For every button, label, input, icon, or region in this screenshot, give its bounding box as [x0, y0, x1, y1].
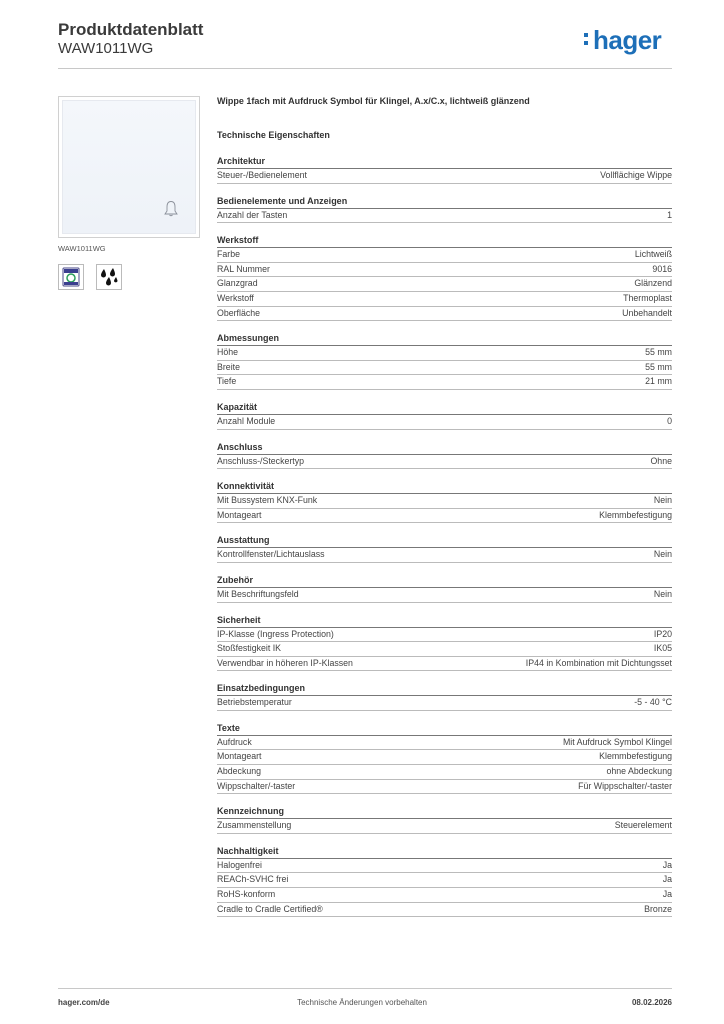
property-label: Oberfläche [217, 307, 261, 318]
property-row [217, 375, 672, 390]
property-row [217, 873, 672, 888]
section-title: Texte [217, 722, 672, 736]
property-value: Mit Aufdruck Symbol Klingel [562, 736, 672, 747]
property-row [217, 859, 672, 874]
properties-table [217, 155, 672, 928]
property-label: Farbe [217, 249, 240, 260]
property-section [217, 401, 672, 430]
property-row [217, 780, 672, 795]
logo-text: hager [593, 25, 662, 55]
property-row [217, 169, 672, 184]
property-row [217, 361, 672, 376]
hager-logo [593, 27, 661, 53]
property-label: Betriebstemperatur [217, 697, 292, 708]
property-row [217, 292, 672, 307]
property-row [217, 642, 672, 657]
property-label: Anschluss-/Steckertyp [217, 455, 305, 466]
property-label: Halogenfrei [217, 859, 262, 870]
property-label: Zusammenstellung [217, 820, 292, 831]
property-label: REACh-SVHC frei [217, 874, 289, 885]
property-value: Unbehandelt [622, 307, 672, 318]
property-label: Anzahl Module [217, 415, 276, 426]
property-section [217, 682, 672, 711]
property-label: Tiefe [217, 376, 237, 387]
property-label: Kontrollfenster/Lichtauslass [217, 549, 325, 560]
property-section [217, 805, 672, 834]
property-value: Glänzend [634, 278, 672, 289]
property-value: Ja [662, 889, 672, 900]
property-value: Klemmbefestigung [599, 509, 672, 520]
property-value: 1 [667, 209, 672, 220]
property-row [217, 736, 672, 751]
product-code: WAW1011WG [58, 40, 154, 57]
section-title: Bedienelemente und Anzeigen [217, 195, 672, 209]
property-value: Nein [653, 495, 672, 506]
property-row [217, 509, 672, 524]
water-drops-icon [96, 264, 122, 290]
property-value: 21 mm [645, 376, 672, 387]
property-label: IP-Klasse (Ingress Protection) [217, 628, 334, 639]
section-title: Kapazität [217, 401, 672, 415]
property-label: Werkstoff [217, 292, 254, 303]
property-section [217, 195, 672, 224]
property-row [217, 696, 672, 711]
bell-icon [164, 200, 178, 217]
property-label: Mit Bussystem KNX-Funk [217, 495, 318, 506]
property-value: -5 - 40 °C [634, 697, 672, 708]
property-section [217, 574, 672, 603]
property-value: 0 [667, 415, 672, 426]
property-label: Cradle to Cradle Certified® [217, 903, 323, 914]
property-section [217, 845, 672, 917]
section-title: Architektur [217, 155, 672, 169]
section-title: Werkstoff [217, 234, 672, 248]
property-value: Nein [653, 549, 672, 560]
property-row [217, 494, 672, 509]
property-row [217, 588, 672, 603]
property-label: Montageart [217, 751, 262, 762]
property-label: Verwendbar in höheren IP-Klassen [217, 657, 353, 668]
property-value: Thermoplast [623, 292, 672, 303]
property-label: Stoßfestigkeit IK [217, 643, 282, 654]
section-title: Sicherheit [217, 614, 672, 628]
property-section [217, 480, 672, 523]
product-image [58, 96, 200, 238]
property-value: IK05 [653, 643, 672, 654]
property-row [217, 209, 672, 224]
property-row [217, 765, 672, 780]
section-title: Abmessungen [217, 332, 672, 346]
property-row [217, 548, 672, 563]
property-section [217, 234, 672, 321]
property-value: Ohne [650, 455, 672, 466]
section-title: Zubehör [217, 574, 672, 588]
property-label: Wippschalter/-taster [217, 780, 296, 791]
property-row [217, 888, 672, 903]
property-label: Abdeckung [217, 766, 262, 777]
property-value: Klemmbefestigung [599, 751, 672, 762]
property-label: Steuer-/Bedienelement [217, 170, 307, 180]
section-title: Ausstattung [217, 534, 672, 548]
property-value: Bronze [644, 903, 672, 914]
property-row [217, 277, 672, 292]
property-section [217, 441, 672, 470]
image-caption: WAW1011WG [58, 244, 106, 253]
property-row [217, 248, 672, 263]
technical-properties-heading: Technische Eigenschaften [217, 130, 330, 140]
property-value: Für Wippschalter/-taster [578, 780, 672, 791]
property-value: Ja [662, 859, 672, 870]
page-title: Produktdatenblatt [58, 20, 204, 39]
property-label: Höhe [217, 347, 239, 358]
property-label: RoHS-konform [217, 889, 276, 900]
property-section [217, 614, 672, 672]
footer-notice: Technische Änderungen vorbehalten [297, 998, 427, 1007]
property-row [217, 307, 672, 322]
property-value: Lichtweiß [634, 249, 672, 260]
section-title: Kennzeichnung [217, 805, 672, 819]
product-description: Wippe 1fach mit Aufdruck Symbol für Klingel, A.x/C.x, lichtweiß glänzend [217, 96, 530, 106]
footer-divider [58, 988, 672, 989]
logo-dots-icon [584, 33, 589, 47]
certification-badge-icon [58, 264, 84, 290]
property-section [217, 155, 672, 184]
property-row [217, 455, 672, 470]
property-row [217, 819, 672, 834]
section-title: Nachhaltigkeit [217, 845, 672, 859]
section-title: Anschluss [217, 441, 672, 455]
property-value: ohne Abdeckung [606, 766, 672, 777]
property-section [217, 722, 672, 794]
property-label: Breite [217, 361, 240, 372]
property-row [217, 628, 672, 643]
property-label: Aufdruck [217, 736, 252, 747]
property-row [217, 903, 672, 918]
property-label: RAL Nummer [217, 263, 270, 274]
property-label: Glanzgrad [217, 278, 258, 289]
property-value: Ja [662, 874, 672, 885]
property-value: Nein [653, 588, 672, 599]
property-row [217, 415, 672, 430]
property-label: Anzahl der Tasten [217, 209, 288, 220]
section-title: Konnektivität [217, 480, 672, 494]
property-value: Steuerelement [614, 820, 672, 831]
property-row [217, 346, 672, 361]
property-row [217, 263, 672, 278]
property-row [217, 750, 672, 765]
property-label: Mit Beschriftungsfeld [217, 588, 299, 599]
property-section [217, 332, 672, 390]
header-divider [58, 68, 672, 69]
property-value: 55 mm [645, 361, 672, 372]
footer-website-link[interactable]: hager.com/de [58, 998, 110, 1007]
property-value: IP44 in Kombination mit Dichtungsset [525, 657, 672, 668]
property-value: 9016 [652, 263, 672, 274]
section-title: Einsatzbedingungen [217, 682, 672, 696]
property-label: Montageart [217, 509, 262, 520]
footer-date: 08.02.2026 [631, 998, 672, 1007]
property-value: IP20 [653, 628, 672, 639]
property-value: Vollflächige Wippe [600, 170, 672, 180]
property-row [217, 657, 672, 672]
property-value: 55 mm [645, 347, 672, 358]
property-section [217, 534, 672, 563]
